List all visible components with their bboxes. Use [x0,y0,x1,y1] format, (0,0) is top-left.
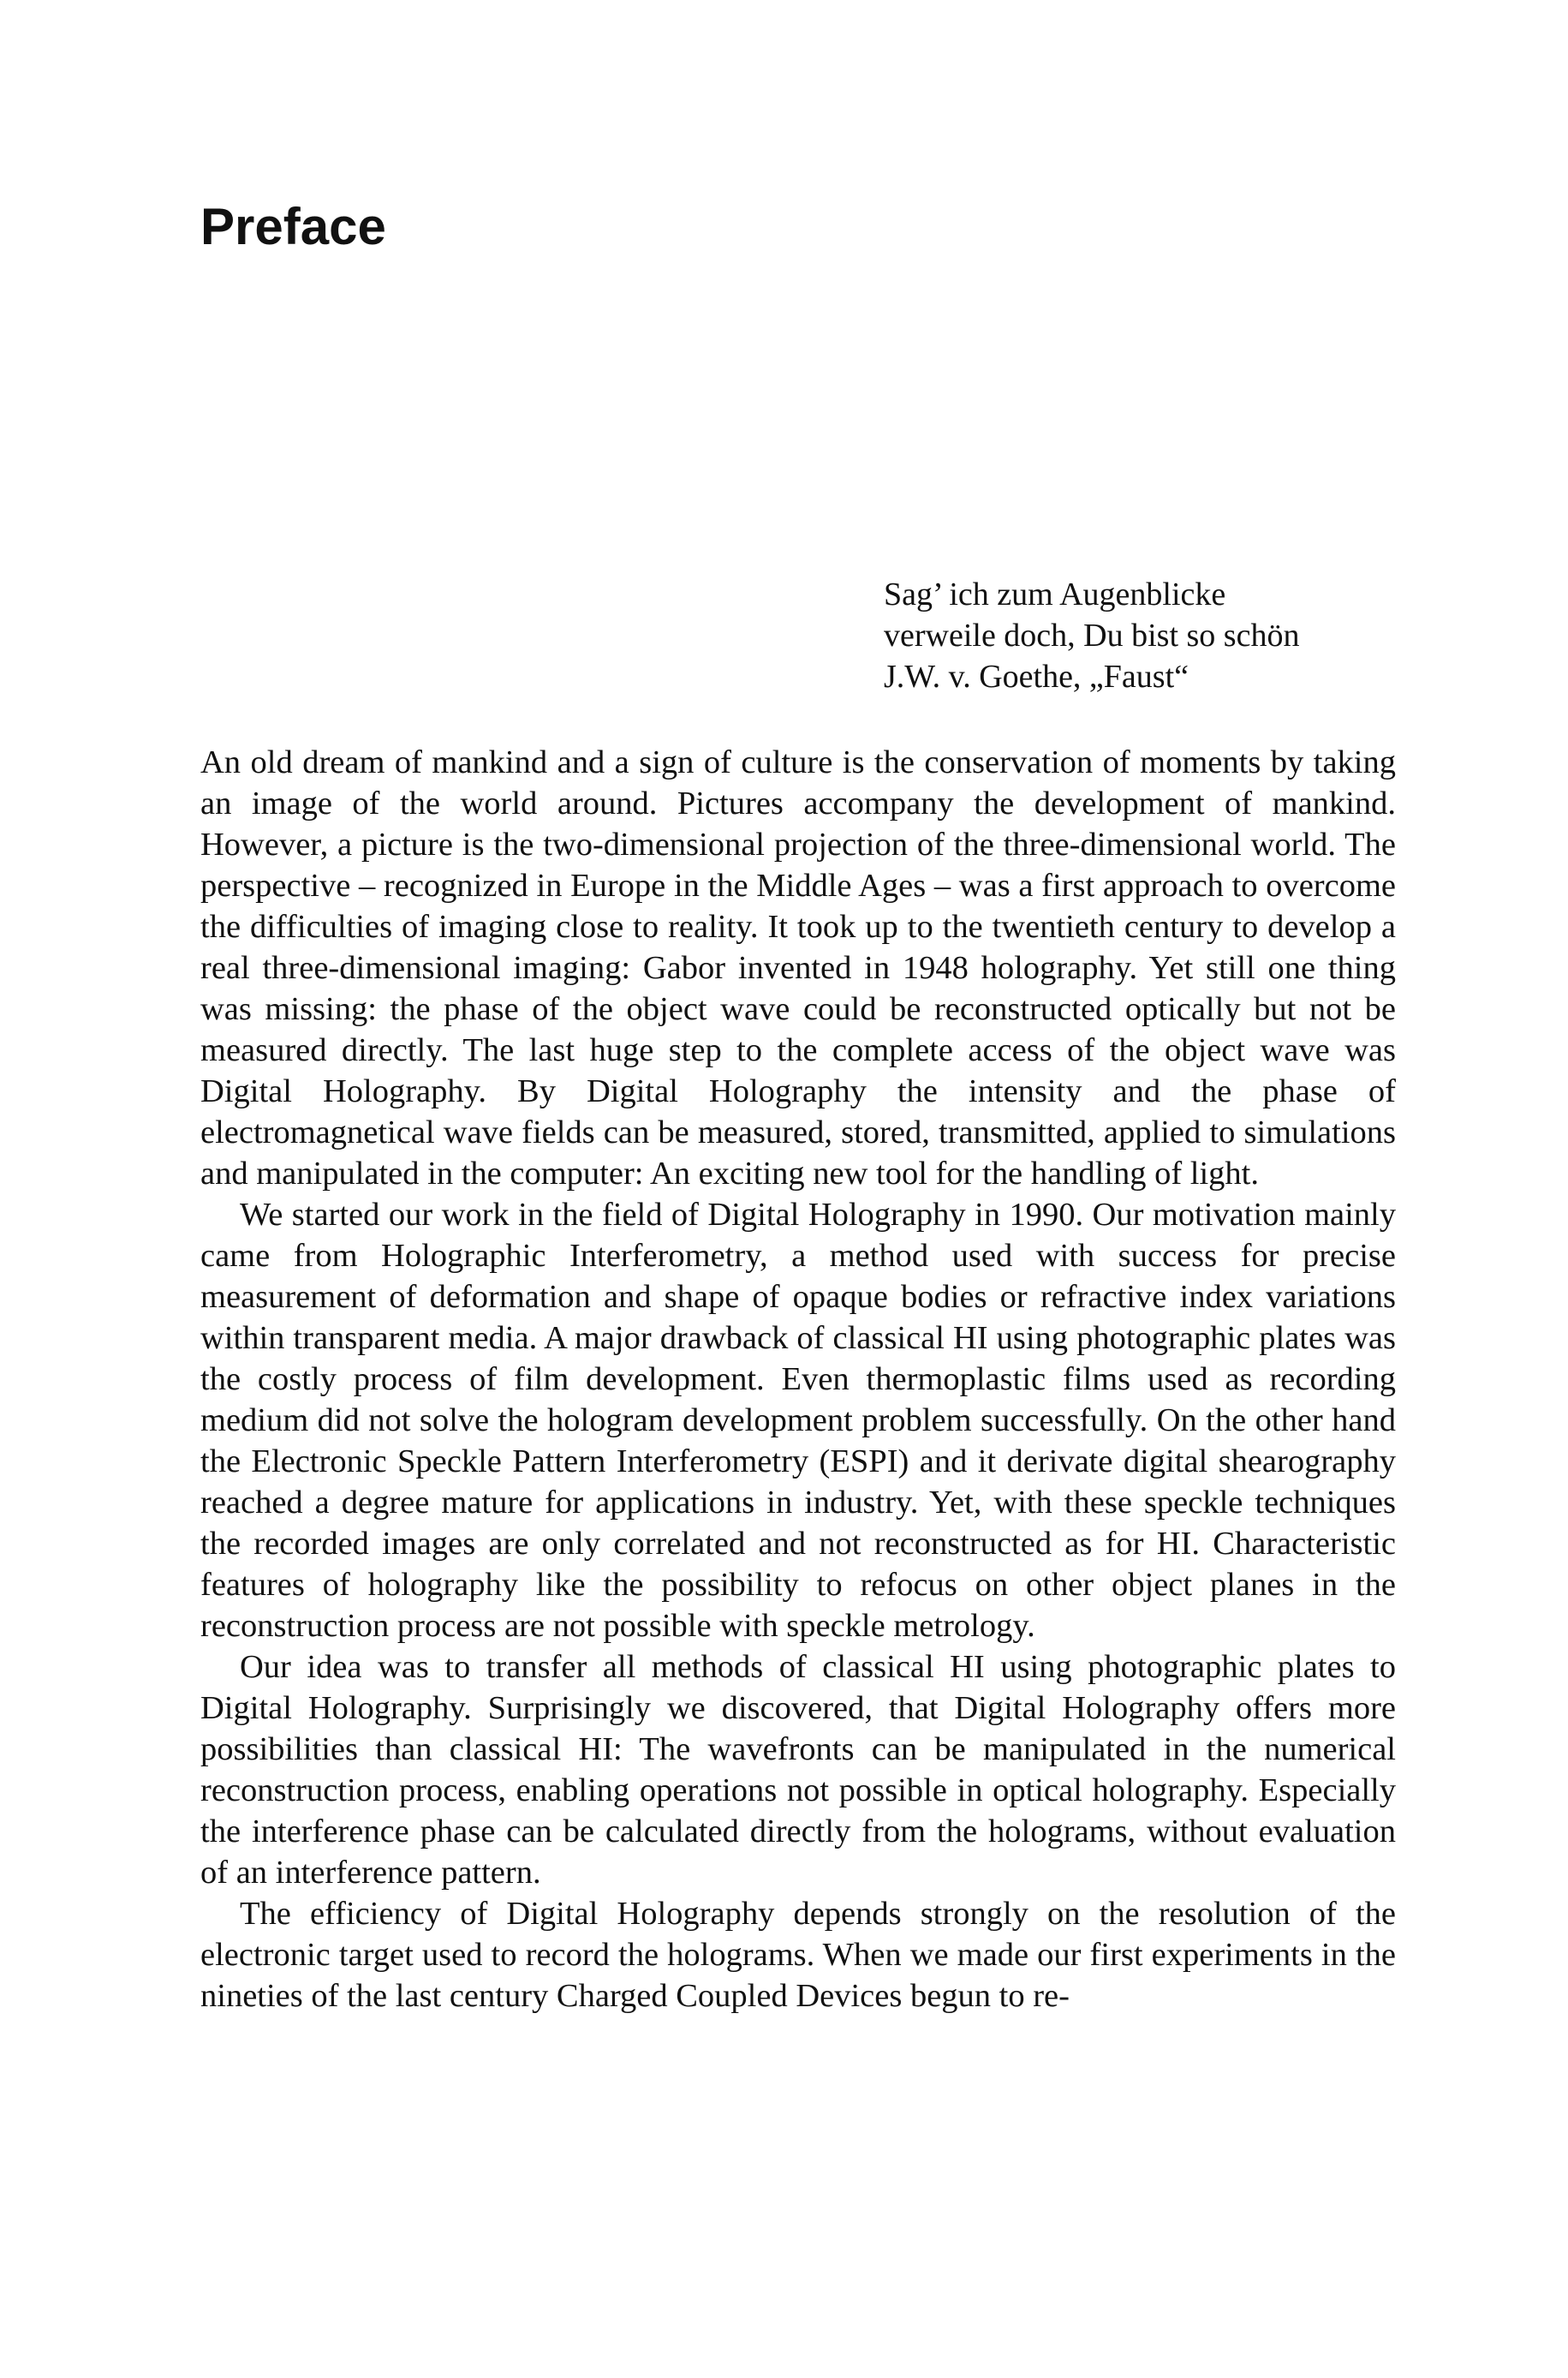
paragraph: We started our work in the field of Digital Holography in 1990. Our motivation mainly came from Holographic Interferometry, a method used with success for precise measurement of deformation and shape of opaque bodies or refractive index variations within transparent media. A major drawback of classical HI using photographic plates was the costly process of film development. Even thermoplastic films used as recording medium did not solve the hologram development problem successfully. On the other hand the Electronic Speckle Pattern Interferometry (ESPI) and it derivate digital shearography reached a degree mature for applications in industry. Yet, with these speckle techniques the recorded images are only correlated and not reconstructed as for HI. Characteristic features of holography like the possibility to refocus on other object planes in the reconstruction process are not possible with speckle metrology. [200,1197,1396,1644]
body-text [200,742,1396,2017]
epigraph [884,574,1299,697]
paragraph: Our idea was to transfer all methods of classical HI using photographic plates to Digital Holography. Surprisingly we discovered, that Digital Holography offers more possibilities than classical HI: The wavefronts can be manipulated in the numerical reconstruction process, enabling operations not possible in optical holography. Especially the interference phase can be calculated directly from the holograms, without evaluation of an interference pattern. [200,1649,1396,1891]
epigraph-line: verweile doch, Du bist so schön [884,618,1300,654]
page-title: Preface [200,198,386,255]
paragraph: The efficiency of Digital Holography depends strongly on the resolution of the electronic target used to record the holograms. When we made our first experiments in the nineties of the last century Charged Coupled Devices begun to re- [200,1896,1396,2014]
epigraph-line: Sag’ ich zum Augenblicke [884,577,1226,612]
paragraph: An old dream of mankind and a sign of culture is the conservation of moments by taking an image of the world around. Pictures accompany the development of mankind. However, a picture is the two-dimensional projection of the three-dimensional world. The perspective – recognized in Europe in the Middle Ages – was a first approach to overcome the difficulties of imaging close to reality. It took up to the twentieth century to develop a real three-dimensional imaging: Gabor invented in 1948 holography. Yet still one thing was missing: the phase of the object wave could be reconstructed optically but not be measured directly. The last huge step to the complete access of the object wave was Digital Holography. By Digital Holography the intensity and the phase of electromagnetical wave fields can be measured, stored, transmitted, applied to simulations and manipulated in the computer: An exciting new tool for the handling of light. [200,744,1396,1192]
epigraph-attribution: J.W. v. Goethe, „Faust“ [884,659,1189,695]
